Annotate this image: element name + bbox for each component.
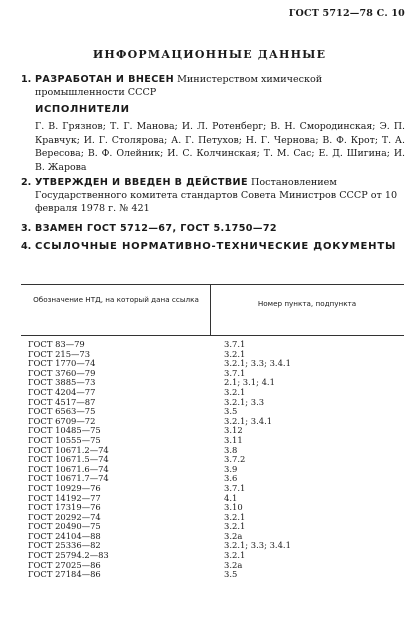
row-point: 2.1; 3.1; 4.1 <box>224 377 275 388</box>
row-point: 3.7.1 <box>224 367 246 378</box>
row-point: 3.2.1; 3.3 <box>224 396 265 407</box>
section-2-number: 2. <box>21 177 32 188</box>
row-doc: ГОСТ 17319—76 <box>28 502 101 513</box>
row-doc: ГОСТ 3760—79 <box>28 367 96 378</box>
reference-table-header <box>21 284 404 336</box>
page-header: ГОСТ 5712—78 С. 10 <box>288 8 405 19</box>
row-point: 3.2а <box>224 559 243 570</box>
row-point: 3.2а <box>224 530 243 541</box>
row-point: 3.2.1 <box>224 348 246 359</box>
row-point: 3.7.1 <box>224 482 246 493</box>
row-doc: ГОСТ 20490—75 <box>28 521 101 532</box>
col-point-header: Номер пункта, подпункта <box>257 299 357 308</box>
row-point: 3.9 <box>224 463 238 474</box>
row-doc: ГОСТ 6709—72 <box>28 415 96 426</box>
section-4-text: ССЫЛОЧНЫЕ НОРМАТИВНО-ТЕХНИЧЕСКИЕ ДОКУМЕНТЫ <box>35 241 397 252</box>
reference-table-body <box>0 340 419 580</box>
row-doc: ГОСТ 10671.7—74 <box>28 473 109 484</box>
section-1 <box>21 73 405 174</box>
row-doc: ГОСТ 20292—74 <box>28 511 101 522</box>
row-doc: ГОСТ 6563—75 <box>28 406 96 417</box>
column-divider <box>210 285 211 335</box>
section-1-subheading: ИСПОЛНИТЕЛИ <box>35 104 130 115</box>
row-doc: ГОСТ 14192—77 <box>28 492 101 503</box>
section-1-names: Г. В. Грязнов; Т. Г. Манова; И. Л. Ротенберг; В. Н. Смородинская; Э. П. Кравчук; И. Г. Столярова; А. Г. Петухов; Н. Г. Чернова; В. Ф. Крот; Т. А. Вересова; В. Ф. Олейник; И. С. Колчинская; Т. М. Сас; Е. Д. Шигина; И. В. Жарова <box>35 121 405 173</box>
row-point: 3.7.2 <box>224 454 246 465</box>
row-point: 3.11 <box>224 434 243 445</box>
table-row <box>0 570 419 580</box>
row-point: 3.10 <box>224 502 243 513</box>
section-2-body <box>35 176 405 215</box>
section-1-text: Министерством химической промышленности СССР <box>35 74 323 98</box>
col-doc-header: Обозначение НТД, на который дана ссылка <box>33 295 199 304</box>
row-doc: ГОСТ 215—73 <box>28 348 91 359</box>
section-2 <box>21 176 405 215</box>
row-doc: ГОСТ 27025—86 <box>28 559 101 570</box>
row-point: 3.2.1 <box>224 521 246 532</box>
row-doc: ГОСТ 24104—88 <box>28 530 101 541</box>
section-4 <box>21 240 405 253</box>
row-point: 3.8 <box>224 444 238 455</box>
row-doc: ГОСТ 25794.2—83 <box>28 550 109 561</box>
row-doc: ГОСТ 10929—76 <box>28 482 101 493</box>
section-3-text: ВЗАМЕН ГОСТ 5712—67, ГОСТ 5.1750—72 <box>35 223 278 234</box>
row-point: 3.2.1; 3.4.1 <box>224 415 273 426</box>
row-doc: ГОСТ 10671.2—74 <box>28 444 109 455</box>
section-4-number: 4. <box>21 241 32 252</box>
row-doc: ГОСТ 10671.6—74 <box>28 463 109 474</box>
row-doc: ГОСТ 25336—82 <box>28 540 101 551</box>
row-doc: ГОСТ 27184—86 <box>28 569 101 580</box>
row-doc: ГОСТ 10555—75 <box>28 434 101 445</box>
row-point: 3.5 <box>224 569 238 580</box>
section-3 <box>21 222 405 235</box>
row-doc: ГОСТ 4517—87 <box>28 396 96 407</box>
row-doc: ГОСТ 10671.5—74 <box>28 454 109 465</box>
row-doc: ГОСТ 4204—77 <box>28 386 96 397</box>
row-point: 3.2.1; 3.3; 3.4.1 <box>224 540 291 551</box>
row-doc: ГОСТ 1770—74 <box>28 358 96 369</box>
row-point: 4.1 <box>224 492 238 503</box>
row-point: 3.2.1; 3.3; 3.4.1 <box>224 358 291 369</box>
row-point: 3.12 <box>224 425 243 436</box>
document-title: ИНФОРМАЦИОННЫЕ ДАННЫЕ <box>92 48 327 61</box>
section-3-number: 3. <box>21 223 32 234</box>
row-doc: ГОСТ 83—79 <box>28 339 85 349</box>
row-point: 3.5 <box>224 406 238 417</box>
section-1-body <box>35 73 405 99</box>
row-point: 3.2.1 <box>224 550 246 561</box>
row-doc: ГОСТ 10485—75 <box>28 425 101 436</box>
section-2-lead: УТВЕРЖДЕН И ВВЕДЕН В ДЕЙСТВИЕ <box>35 177 248 188</box>
row-point: 3.2.1 <box>224 511 246 522</box>
section-2-text: Постановлением Государственного комитета стандартов Совета Министров СССР от 10 февраля 1978 г. № 421 <box>35 177 398 214</box>
row-point: 3.7.1 <box>224 339 246 349</box>
row-point: 3.6 <box>224 473 238 484</box>
section-1-number: 1. <box>21 74 32 85</box>
row-point: 3.2.1 <box>224 386 246 397</box>
row-doc: ГОСТ 3885—73 <box>28 377 96 388</box>
section-1-lead: РАЗРАБОТАН И ВНЕСЕН <box>35 74 175 85</box>
